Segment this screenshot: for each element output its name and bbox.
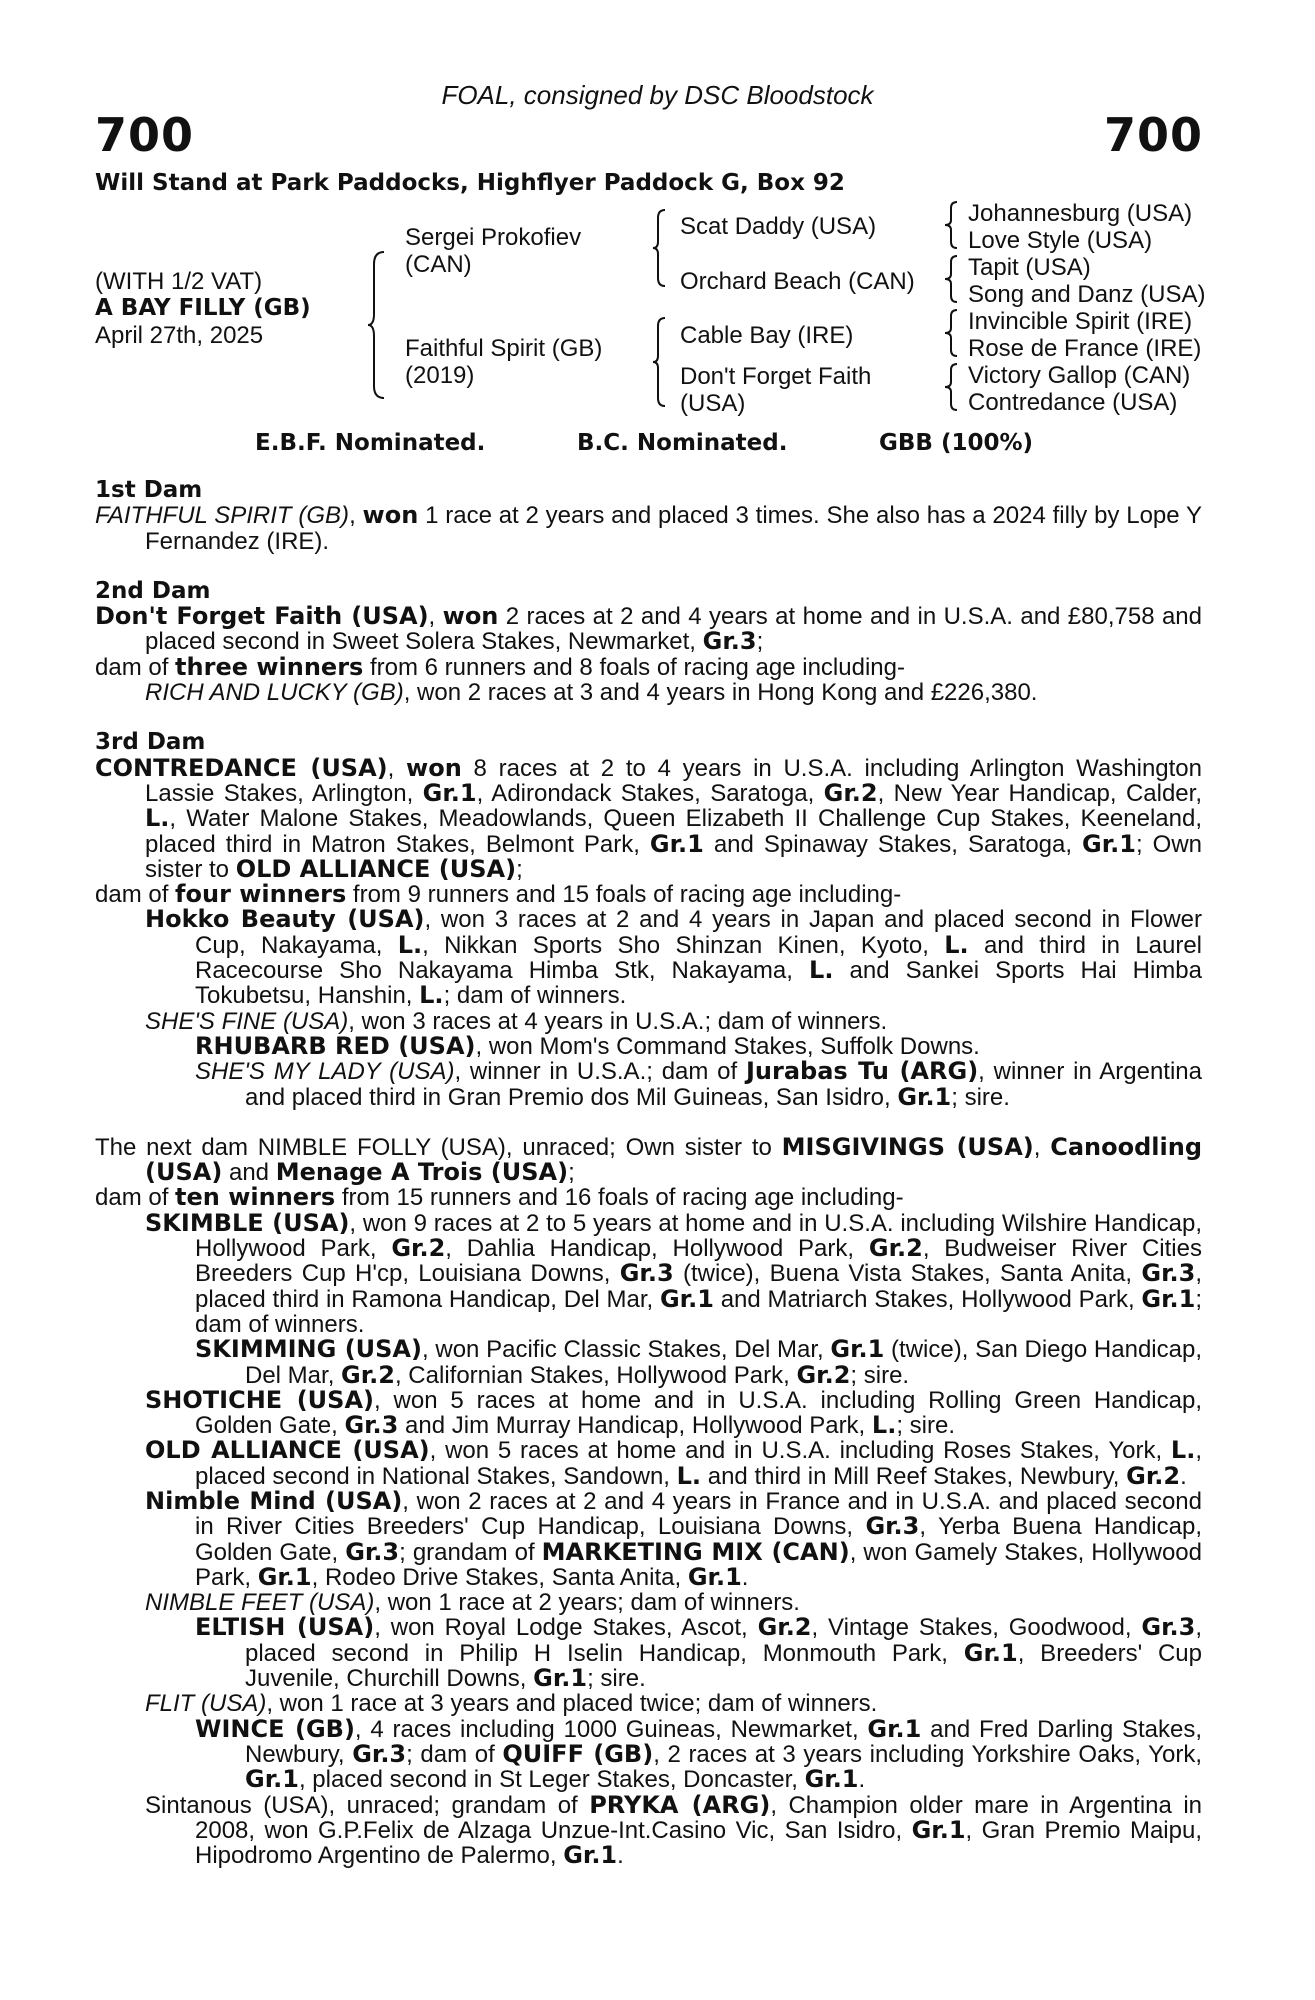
produce-nimble-mind: Nimble Mind (USA), won 2 races at 2 and 4 years in France and in U.S.A. and placed second in River Cities Breeders' Cup Handicap, Louisiana Downs, Gr.3, Yerba Buena Handicap, Golden Gate, Gr.3; grandam of MARKETING MIX (CAN), won Gamely Stakes, Hollywood Park, Gr.1, Rodeo Drive Stakes, Santa Anita, Gr.1. [145,1486,1203,1591]
produce-sintanous: Sintanous (USA), unraced; grandam of PRYKA (ARG), Champion older mare in Argentina in 2008, won G.P.Felix de Alzaga Unzue-Int.Casino Vic, San Isidro, Gr.1, Gran Premio Maipu, Hipodromo Argentino de Palermo, Gr.1. [145,1790,1202,1870]
produce-eltish: ELTISH (USA), won Royal Lodge Stakes, Ascot, Gr.2, Vintage Stakes, Goodwood, Gr.3, placed second in Philip H Iselin Handicap, Monmouth Park, Gr.1, Breeders' Cup Juvenile, Churchill Downs, Gr.1; sire. [195,1613,1202,1693]
next-dam-produce: dam of ten winners from 15 runners and 16 foals of racing age including- [95,1183,904,1212]
consignment-line: FOAL, consigned by DSC Bloodstock [441,80,874,110]
first-dam-heading: 1st Dam [95,477,203,503]
produce-shes-my-lady: SHE'S MY LADY (USA), winner in U.S.A.; dam of Jurabas Tu (ARG), winner in Argentina and placed third in Gran Premio dos Mil Guineas, San Isidro, Gr.1; sire. [195,1057,1203,1111]
pedigree-brace-g3-4 [944,362,960,412]
third-dam-heading: 3rd Dam [95,729,206,756]
pedigree-brace-sire [652,208,668,288]
catalogue-body [95,478,1202,1868]
sire-dam: Orchard Beach (CAN) [680,268,915,295]
gg-1: Johannesburg (USA) [968,200,1193,227]
dam-name: Faithful Spirit (GB) (2019) [405,335,603,389]
produce-shotiche: SHOTICHE (USA), won 5 races at home and in U.S.A. including Rolling Green Handicap, Golden Gate, Gr.3 and Jim Murray Handicap, Hollywood Park, L.; sire. [145,1385,1202,1440]
dam-dam: Don't Forget Faith (USA) [680,363,872,417]
bc-nomination: B.C. Nominated. [577,430,788,456]
produce-shes-fine: SHE'S FINE (USA), won 3 races at 4 years in U.S.A.; dam of winners. [145,1007,888,1035]
next-dam-text: The next dam NIMBLE FOLLY (USA), unraced; Own sister to MISGIVINGS (USA), Canoodling (USA) and Menage A Trois (USA); [95,1132,1203,1187]
pedigree-brace-g3-3 [944,308,960,358]
pedigree-brace-main [366,250,388,400]
sire-name: Sergei Prokofiev (CAN) [405,224,582,278]
lot-title: A BAY FILLY (GB) [95,295,311,321]
foaling-date: April 27th, 2025 [95,322,264,349]
produce-nimble-feet: NIMBLE FEET (USA), won 1 race at 2 years; dam of winners. [145,1589,800,1617]
produce-rhubarb-red: RHUBARB RED (USA), won Mom's Command Stakes, Suffolk Downs. [195,1031,980,1060]
ebf-nomination: E.B.F. Nominated. [255,430,486,456]
produce-skimming: SKIMMING (USA), won Pacific Classic Stakes, Del Mar, Gr.1 (twice), San Diego Handicap, Del Mar, Gr.2, Californian Stakes, Hollywood Park, Gr.2; sire. [195,1335,1202,1389]
lot-number-left: 700 [95,108,195,162]
produce-wince: WINCE (GB), 4 races including 1000 Guineas, Newmarket, Gr.1 and Fred Darling Stakes, Newbury, Gr.3; dam of QUIFF (GB), 2 races at 3 years including Yorkshire Oaks, York, Gr.1, placed second in St Leger Stakes, Doncaster, Gr.1. [195,1714,1203,1794]
pedigree-brace-g3-1 [944,200,960,250]
third-dam-produce: dam of four winners from 9 runners and 15 foals of racing age including- [95,880,902,909]
gg-6: Rose de France (IRE) [968,335,1202,362]
third-dam-text: CONTREDANCE (USA), won 8 races at 2 to 4 years in U.S.A. including Arlington Washington Lassie Stakes, Arlington, Gr.1, Adirondack Stakes, Saratoga, Gr.2, New Year Handicap, Calder, L., Water Malone Stakes, Meadowlands, Queen Elizabeth II Challenge Cup Stakes, Keeneland, placed third in Matron Stakes, Belmont Park, Gr.1 and Spinaway Stakes, Saratoga, Gr.1; Own sister to OLD ALLIANCE (USA); [95,753,1202,883]
gbb-note: GBB (100%) [879,430,1034,456]
gg-4: Song and Danz (USA) [968,281,1206,308]
gg-2: Love Style (USA) [968,227,1153,254]
pedigree-brace-g3-2 [944,254,960,304]
produce-skimble: SKIMBLE (USA), won 9 races at 2 to 5 years at home and in U.S.A. including Wilshire Handicap, Hollywood Park, Gr.2, Dahlia Handicap, Hollywood Park, Gr.2, Budweiser River Cities Breeders Cup H'cp, Louisiana Downs, Gr.3 (twice), Buena Vista Stakes, Santa Anita, Gr.3, placed third in Ramona Handicap, Del Mar, Gr.1 and Matriarch Stakes, Hollywood Park, Gr.1; dam of winners. [145,1208,1203,1338]
sire-sire: Scat Daddy (USA) [680,213,877,240]
gg-5: Invincible Spirit (IRE) [968,308,1193,335]
first-dam-text: FAITHFUL SPIRIT (GB), won 1 race at 2 years and placed 3 times. She also has a 2024 filly by Lope Y Fernandez (IRE). [95,501,1202,555]
produce-flit: FLIT (USA), won 1 race at 3 years and placed twice; dam of winners. [145,1690,878,1718]
gg-8: Contredance (USA) [968,389,1178,416]
produce-old-alliance: OLD ALLIANCE (USA), won 5 races at home and in U.S.A. including Roses Stakes, York, L., placed second in National Stakes, Sandown, L. and third in Mill Reef Stakes, Newbury, Gr.2. [145,1436,1203,1490]
second-dam-text: Don't Forget Faith (USA), won 2 races at 2 and 4 years at home and in U.S.A. and £80,758 and placed second in Sweet Solera Stakes, Newmarket, Gr.3; [95,602,1203,656]
second-dam-heading: 2nd Dam [95,577,211,604]
pedigree-brace-dam [652,316,668,408]
gg-3: Tapit (USA) [968,254,1091,281]
dam-sire: Cable Bay (IRE) [680,322,854,349]
produce-hokko-beauty: Hokko Beauty (USA), won 3 races at 2 and 4 years in Japan and placed second in Flower Cup, Nakayama, L., Nikkan Sports Sho Shinzan Kinen, Kyoto, L. and third in Laurel Racecourse Sho Nakayama Himba Stk, Nakayama, L. and Sankei Sports Hai Himba Tokubetsu, Hanshin, L.; dam of winners. [145,905,1203,1010]
stand-location: Will Stand at Park Paddocks, Highflyer Paddock G, Box 92 [95,170,845,196]
lot-number-right: 700 [1103,108,1203,162]
gg-7: Victory Gallop (CAN) [968,362,1191,389]
vat-note: (WITH 1/2 VAT) [95,268,263,295]
second-dam-produce: dam of three winners from 6 runners and 8 foals of racing age including- [95,652,905,681]
produce-rich-and-lucky: RICH AND LUCKY (GB), won 2 races at 3 and 4 years in Hong Kong and £226,380. [145,679,1038,707]
